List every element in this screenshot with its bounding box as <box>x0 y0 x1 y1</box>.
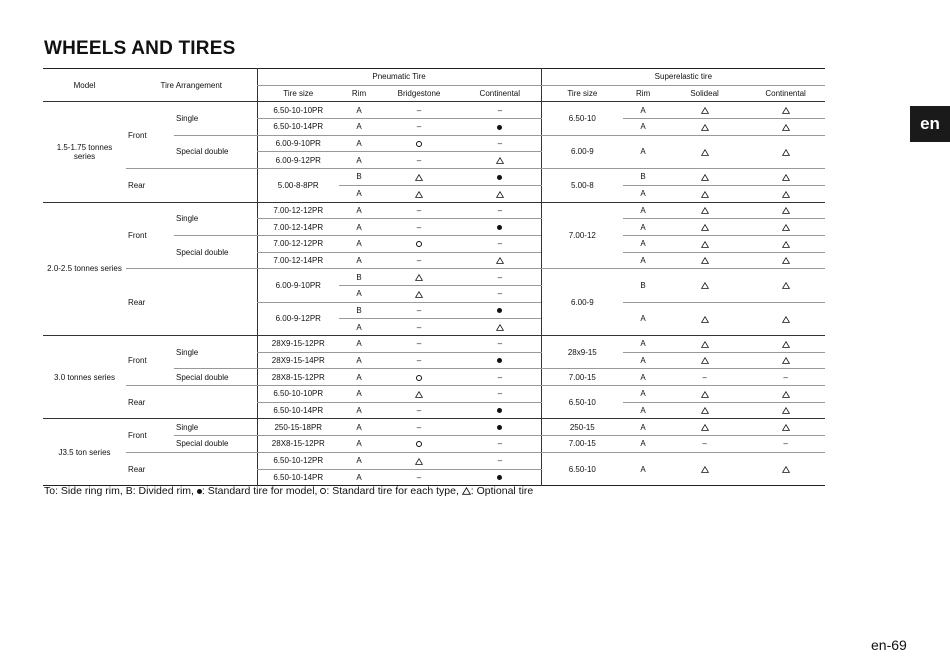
rim-cell: A <box>339 352 379 369</box>
tire-size-cell: 28X9-15-12PR <box>257 336 339 353</box>
tire-size-cell: 6.50-10-10PR <box>257 386 339 403</box>
bridgestone-cell <box>379 369 459 386</box>
bridgestone-cell <box>379 352 459 369</box>
se-continental-cell <box>746 252 825 269</box>
dash-symbol: – <box>416 205 422 215</box>
triangle-icon <box>701 223 709 232</box>
open-circle-icon <box>416 141 422 147</box>
bridgestone-cell <box>379 202 459 219</box>
arrangement-cell: Single <box>174 419 257 436</box>
triangle-icon <box>701 465 709 474</box>
solideal-cell <box>663 452 746 485</box>
se-rim-cell: A <box>623 336 663 353</box>
rim-cell: A <box>339 436 379 453</box>
triangle-icon <box>782 406 790 415</box>
triangle-icon <box>462 485 471 497</box>
se-rim-cell: A <box>623 219 663 236</box>
rim-cell: A <box>339 319 379 336</box>
tire-size-cell: 28X8-15-12PR <box>257 369 339 386</box>
continental-cell <box>459 252 541 269</box>
triangle-icon <box>701 172 709 181</box>
dash-symbol: – <box>416 105 422 115</box>
se-rim-cell: A <box>623 185 663 202</box>
solideal-cell <box>663 302 746 335</box>
se-rim-cell: B <box>623 269 663 302</box>
header-continental: Continental <box>459 85 541 102</box>
triangle-icon <box>782 147 790 156</box>
header-tire-arrangement: Tire Arrangement <box>126 69 257 102</box>
continental-cell <box>459 369 541 386</box>
tire-size-cell: 6.50-10-14PR <box>257 402 339 419</box>
filled-circle-icon <box>497 225 502 230</box>
triangle-icon <box>496 189 504 198</box>
se-tire-size-cell: 7.00-15 <box>541 436 623 453</box>
triangle-icon <box>496 256 504 265</box>
rim-cell: A <box>339 102 379 119</box>
triangle-icon <box>782 389 790 398</box>
header-se-continental: Continental <box>746 85 825 102</box>
arrangement-cell: Single <box>174 202 257 235</box>
se-continental-cell <box>746 219 825 236</box>
continental-cell <box>459 185 541 202</box>
dash-symbol: – <box>497 289 503 299</box>
continental-cell <box>459 152 541 169</box>
legend-text-rims: To: Side ring rim, B: Divided rim, <box>44 485 197 497</box>
open-circle-icon <box>416 375 422 381</box>
dash-symbol: – <box>416 339 422 349</box>
header-se-rim: Rim <box>623 85 663 102</box>
triangle-icon <box>782 122 790 131</box>
dash-symbol: – <box>416 472 422 482</box>
se-continental-cell <box>746 235 825 252</box>
rim-cell: A <box>339 369 379 386</box>
dash-symbol: – <box>416 422 422 432</box>
triangle-icon <box>782 106 790 115</box>
triangle-icon <box>782 281 790 290</box>
dash-symbol: – <box>416 122 422 132</box>
triangle-icon <box>782 189 790 198</box>
continental-cell <box>459 419 541 436</box>
bridgestone-cell <box>379 319 459 336</box>
rim-cell: A <box>339 402 379 419</box>
bridgestone-cell <box>379 102 459 119</box>
se-tire-size-cell: 6.00-9 <box>541 269 623 336</box>
tire-size-cell: 6.50-10-12PR <box>257 452 339 469</box>
se-continental-cell <box>746 352 825 369</box>
se-tire-size-cell: 28x9-15 <box>541 336 623 369</box>
triangle-icon <box>415 456 423 465</box>
dash-symbol: – <box>416 356 422 366</box>
triangle-icon <box>782 239 790 248</box>
continental-cell <box>459 336 541 353</box>
se-rim-cell: A <box>623 436 663 453</box>
rim-cell: A <box>339 252 379 269</box>
solideal-cell <box>663 119 746 136</box>
se-rim-cell: A <box>623 235 663 252</box>
se-rim-cell: A <box>623 352 663 369</box>
se-continental-cell <box>746 419 825 436</box>
bridgestone-cell <box>379 119 459 136</box>
bridgestone-cell <box>379 219 459 236</box>
triangle-icon <box>782 314 790 323</box>
arrangement-cell: Single <box>174 336 257 369</box>
model-cell: 1.5-1.75 tonnes series <box>43 102 126 202</box>
triangle-icon <box>415 389 423 398</box>
solideal-cell <box>663 185 746 202</box>
header-superelastic: Superelastic tire <box>541 69 825 86</box>
triangle-icon <box>701 339 709 348</box>
triangle-icon <box>782 465 790 474</box>
tire-size-cell: 28X8-15-12PR <box>257 436 339 453</box>
bridgestone-cell <box>379 436 459 453</box>
dash-symbol: – <box>783 439 788 449</box>
se-rim-cell: A <box>623 419 663 436</box>
tire-size-cell: 28X9-15-14PR <box>257 352 339 369</box>
triangle-icon <box>701 206 709 215</box>
se-continental-cell <box>746 169 825 186</box>
solideal-cell <box>663 102 746 119</box>
wheels-tires-table <box>43 68 825 486</box>
solideal-cell <box>663 352 746 369</box>
position-cell: Front <box>126 102 174 169</box>
continental-cell <box>459 169 541 186</box>
dash-symbol: – <box>497 389 503 399</box>
continental-cell <box>459 436 541 453</box>
solideal-cell <box>663 402 746 419</box>
bridgestone-cell <box>379 285 459 302</box>
se-tire-size-cell: 5.00-8 <box>541 169 623 202</box>
dash-symbol: – <box>497 139 503 149</box>
triangle-icon <box>701 423 709 432</box>
tire-size-cell: 6.00-9-12PR <box>257 302 339 335</box>
solideal-cell <box>663 219 746 236</box>
continental-cell <box>459 202 541 219</box>
se-rim-cell: A <box>623 119 663 136</box>
open-circle-icon <box>416 241 422 247</box>
rim-cell: A <box>339 386 379 403</box>
triangle-icon <box>701 389 709 398</box>
model-cell: 3.0 tonnes series <box>43 336 126 419</box>
se-tire-size-cell: 7.00-12 <box>541 202 623 269</box>
se-rim-cell: A <box>623 135 663 168</box>
arrangement-cell: Special double <box>174 135 257 168</box>
bridgestone-cell <box>379 419 459 436</box>
bridgestone-cell <box>379 386 459 403</box>
tire-size-cell: 7.00-12-14PR <box>257 252 339 269</box>
continental-cell <box>459 386 541 403</box>
position-cell: Front <box>126 202 174 269</box>
triangle-icon <box>701 122 709 131</box>
position-cell: Rear <box>128 464 146 474</box>
tire-size-cell: 7.00-12-12PR <box>257 235 339 252</box>
continental-cell <box>459 135 541 152</box>
position-cell: Front <box>126 419 174 452</box>
bridgestone-cell <box>379 336 459 353</box>
bridgestone-cell <box>379 135 459 152</box>
header-bridgestone: Bridgestone <box>379 85 459 102</box>
se-continental-cell <box>746 302 825 335</box>
triangle-icon <box>415 189 423 198</box>
header-rim: Rim <box>339 85 379 102</box>
rim-cell: A <box>339 135 379 152</box>
se-continental-cell <box>746 436 825 453</box>
bridgestone-cell <box>379 452 459 469</box>
se-continental-cell <box>746 269 825 302</box>
se-tire-size-cell: 6.50-10 <box>541 386 623 419</box>
triangle-icon <box>415 172 423 181</box>
rim-cell: A <box>356 472 362 482</box>
se-tire-size-cell: 6.50-10 <box>541 102 623 135</box>
tire-size-cell: 6.00-9-10PR <box>257 269 339 302</box>
dash-symbol: – <box>497 439 503 449</box>
continental-cell <box>459 102 541 119</box>
se-rim-cell: A <box>623 102 663 119</box>
solideal-cell <box>663 419 746 436</box>
filled-circle-icon <box>497 425 502 430</box>
solideal-cell <box>663 135 746 168</box>
bridgestone-cell <box>379 402 459 419</box>
rim-cell: A <box>339 152 379 169</box>
header-tire-size: Tire size <box>257 85 339 102</box>
triangle-icon <box>701 256 709 265</box>
rim-cell: A <box>339 235 379 252</box>
triangle-icon <box>782 356 790 365</box>
se-tire-size-cell: 6.00-9 <box>541 135 623 168</box>
header-pneumatic: Pneumatic Tire <box>257 69 541 86</box>
rim-cell: A <box>339 336 379 353</box>
solideal-cell <box>663 252 746 269</box>
rim-cell: A <box>339 119 379 136</box>
bridgestone-cell <box>379 185 459 202</box>
tire-size-cell: 6.00-9-12PR <box>257 152 339 169</box>
dash-symbol: – <box>497 272 503 282</box>
tire-size-cell: 5.00-8-8PR <box>257 169 339 202</box>
se-rim-cell: A <box>623 302 663 335</box>
se-continental-cell <box>746 202 825 219</box>
model-cell: 2.0-2.5 tonnes series <box>43 202 126 336</box>
page-number: en-69 <box>871 637 907 653</box>
solideal-cell <box>663 235 746 252</box>
triangle-icon <box>701 281 709 290</box>
se-continental-cell <box>746 452 825 485</box>
tire-size-cell: 6.00-9-10PR <box>257 135 339 152</box>
continental-cell <box>459 235 541 252</box>
rim-cell: B <box>339 169 379 186</box>
rim-cell: B <box>339 302 379 319</box>
continental-cell <box>459 119 541 136</box>
se-continental-cell <box>746 102 825 119</box>
header-solideal: Solideal <box>663 85 746 102</box>
triangle-icon <box>701 147 709 156</box>
dash-symbol: – <box>783 372 788 382</box>
solideal-cell <box>663 269 746 302</box>
rim-cell: B <box>339 269 379 286</box>
filled-circle-icon <box>497 475 502 480</box>
se-tire-size-cell: 250-15 <box>541 419 623 436</box>
se-rim-cell: A <box>623 369 663 386</box>
arrangement-cell: Single <box>174 102 257 135</box>
triangle-icon <box>701 356 709 365</box>
dash-symbol: – <box>497 339 503 349</box>
rim-cell: A <box>339 185 379 202</box>
se-rim-cell: A <box>623 402 663 419</box>
dash-symbol: – <box>702 439 707 449</box>
solideal-cell <box>663 202 746 219</box>
dash-symbol: – <box>416 406 422 416</box>
filled-circle-icon <box>497 125 502 130</box>
continental-cell <box>459 285 541 302</box>
continental-cell <box>459 452 541 469</box>
se-rim-cell: A <box>623 252 663 269</box>
dash-symbol: – <box>416 155 422 165</box>
se-continental-cell <box>746 185 825 202</box>
bridgestone-cell <box>379 269 459 286</box>
triangle-icon <box>701 314 709 323</box>
triangle-icon <box>782 223 790 232</box>
rim-cell: A <box>339 219 379 236</box>
bridgestone-cell <box>379 235 459 252</box>
solideal-cell <box>663 336 746 353</box>
solideal-cell <box>663 386 746 403</box>
se-rim-cell: A <box>640 464 646 474</box>
language-tab: en <box>910 106 950 142</box>
model-cell: J3.5 ton series <box>58 447 111 457</box>
tire-size-cell: 7.00-12-12PR <box>257 202 339 219</box>
continental-cell <box>459 219 541 236</box>
arrangement-cell: Special double <box>174 369 257 386</box>
dash-symbol: – <box>416 222 422 232</box>
dash-symbol: – <box>416 305 422 315</box>
se-continental-cell <box>746 402 825 419</box>
triangle-icon <box>496 323 504 332</box>
bridgestone-cell <box>379 252 459 269</box>
arrangement-cell: Special double <box>174 436 257 453</box>
se-continental-cell <box>746 135 825 168</box>
dash-symbol: – <box>497 239 503 249</box>
solideal-cell <box>663 369 746 386</box>
continental-cell <box>459 352 541 369</box>
bridgestone-cell <box>379 152 459 169</box>
dash-symbol: – <box>416 255 422 265</box>
legend-text-standard-type: : Standard tire for each type, <box>326 485 462 497</box>
filled-circle-icon <box>497 358 502 363</box>
arrangement-cell: Special double <box>174 235 257 268</box>
triangle-icon <box>701 106 709 115</box>
triangle-icon <box>415 289 423 298</box>
tire-size-cell: 6.50-10-14PR <box>257 119 339 136</box>
triangle-icon <box>782 206 790 215</box>
se-tire-size-cell: 7.00-15 <box>541 369 623 386</box>
triangle-icon <box>701 406 709 415</box>
continental-cell <box>459 402 541 419</box>
se-rim-cell: B <box>623 169 663 186</box>
filled-circle-icon <box>497 308 502 313</box>
position-cell: Rear <box>126 269 257 336</box>
se-continental-cell <box>746 369 825 386</box>
triangle-icon <box>701 239 709 248</box>
triangle-icon <box>701 189 709 198</box>
header-model: Model <box>43 69 126 102</box>
dash-symbol: – <box>702 372 707 382</box>
solideal-cell <box>663 169 746 186</box>
triangle-icon <box>782 256 790 265</box>
tire-size-cell: 7.00-12-14PR <box>257 219 339 236</box>
triangle-icon <box>782 172 790 181</box>
dash-symbol: – <box>416 322 422 332</box>
open-circle-icon <box>416 441 422 447</box>
position-cell: Rear <box>126 169 257 202</box>
se-rim-cell: A <box>623 202 663 219</box>
se-continental-cell <box>746 336 825 353</box>
dash-symbol: – <box>497 456 503 466</box>
se-continental-cell <box>746 119 825 136</box>
bridgestone-cell <box>379 469 459 486</box>
solideal-cell <box>663 436 746 453</box>
continental-cell <box>459 469 541 486</box>
triangle-icon <box>782 423 790 432</box>
filled-circle-icon <box>497 408 502 413</box>
page-title: WHEELS AND TIRES <box>44 38 236 59</box>
tire-size-cell: 6.50-10-14PR <box>257 469 339 486</box>
header-se-tire-size: Tire size <box>541 85 623 102</box>
legend-text-optional: : Optional tire <box>470 485 534 497</box>
tire-size-cell: 250-15-18PR <box>257 419 339 436</box>
legend <box>44 485 533 497</box>
triangle-icon <box>782 339 790 348</box>
position-cell: Rear <box>126 386 257 419</box>
continental-cell <box>459 269 541 286</box>
filled-circle-icon <box>497 175 502 180</box>
rim-cell: A <box>339 419 379 436</box>
dash-symbol: – <box>497 205 503 215</box>
bridgestone-cell <box>379 169 459 186</box>
tire-size-cell: 6.50-10-10PR <box>257 102 339 119</box>
position-cell: Front <box>126 336 174 386</box>
triangle-icon <box>496 156 504 165</box>
dash-symbol: – <box>497 105 503 115</box>
rim-cell: A <box>339 285 379 302</box>
continental-cell <box>459 302 541 319</box>
legend-text-standard-model: : Standard tire for model, <box>201 485 321 497</box>
se-rim-cell: A <box>623 386 663 403</box>
continental-cell <box>459 319 541 336</box>
bridgestone-cell <box>379 302 459 319</box>
rim-cell: A <box>339 452 379 469</box>
rim-cell: A <box>339 202 379 219</box>
se-continental-cell <box>746 386 825 403</box>
triangle-icon <box>415 273 423 282</box>
dash-symbol: – <box>497 372 503 382</box>
se-tire-size-cell: 6.50-10 <box>541 452 623 485</box>
